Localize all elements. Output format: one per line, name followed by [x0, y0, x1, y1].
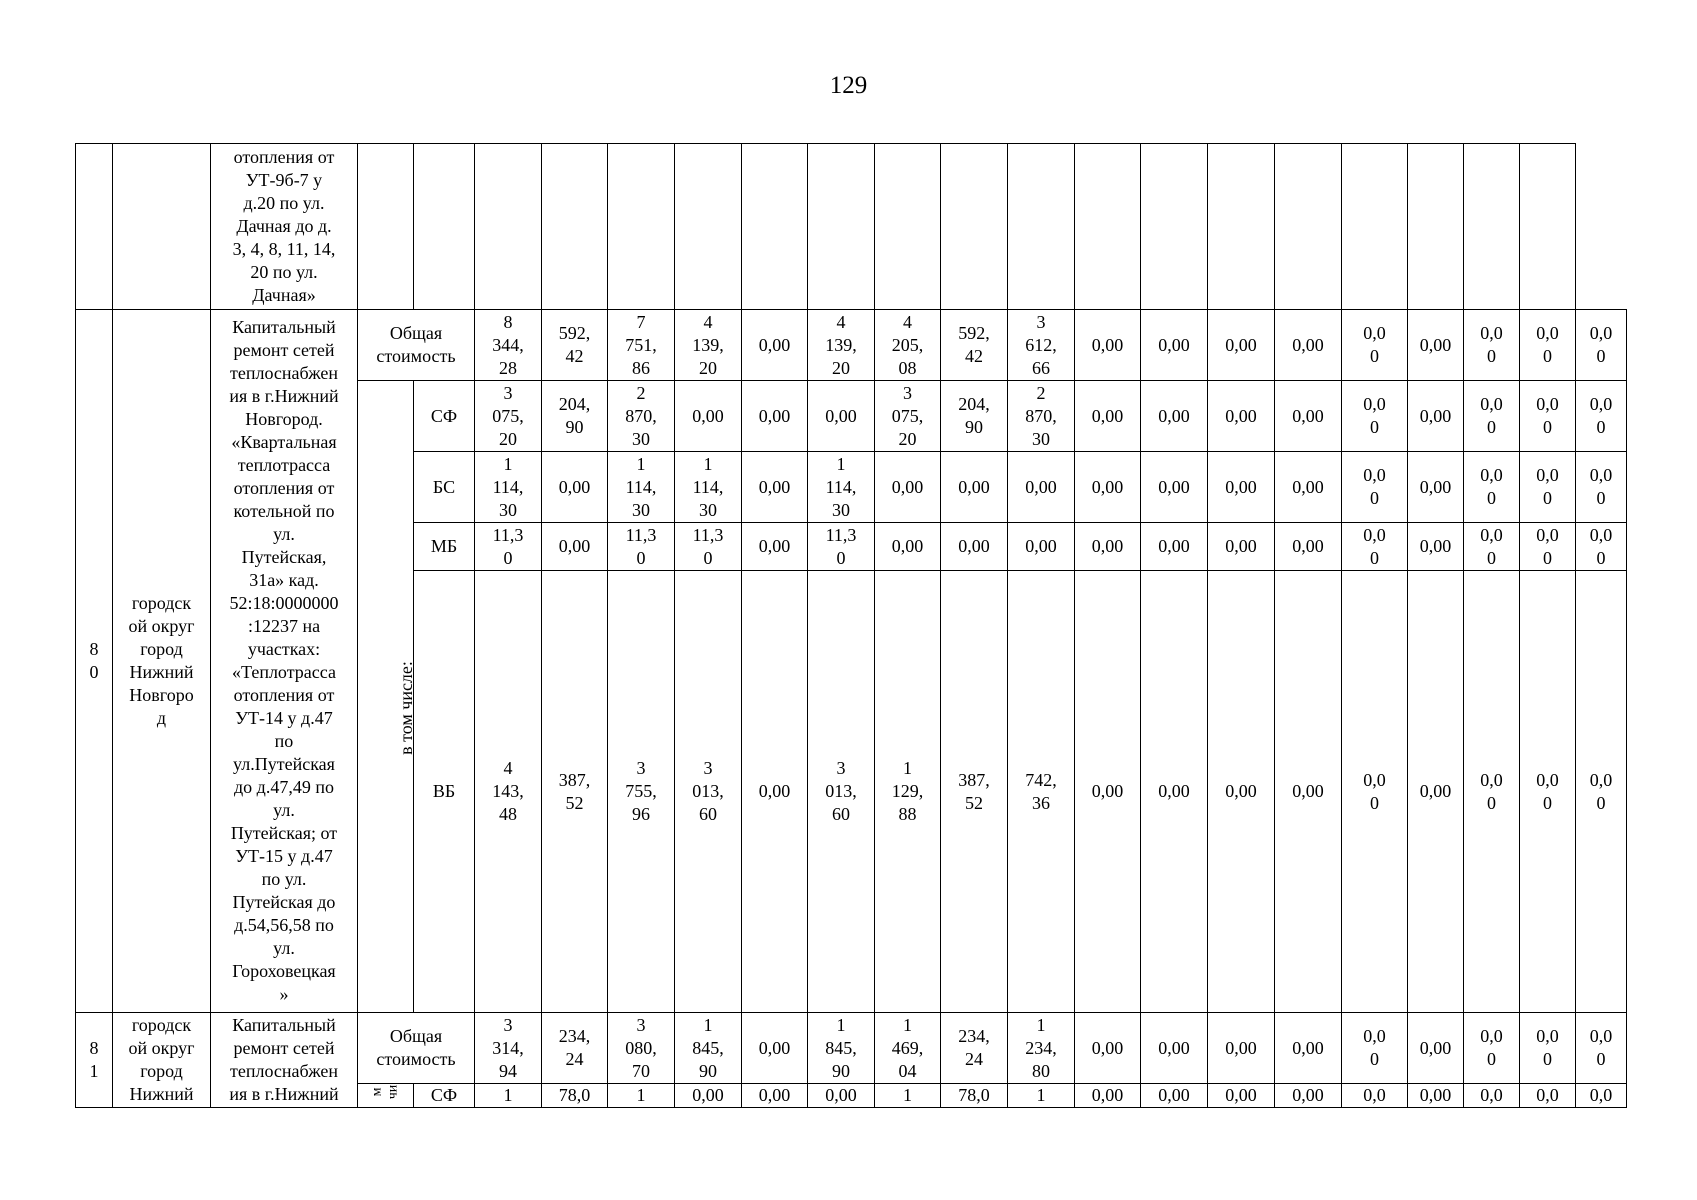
value-cell: 11,3 0	[608, 523, 675, 571]
value-cell: 8 344, 28	[475, 310, 542, 381]
source-label: СФ	[414, 381, 475, 452]
label-cell	[414, 144, 475, 310]
value-cell: 1	[608, 1084, 675, 1108]
value-cell: 0,0 0	[1576, 310, 1627, 381]
value-cell: 0,0 0	[1576, 523, 1627, 571]
value-cell: 78,0	[542, 1084, 608, 1108]
value-cell: 0,00	[1141, 523, 1208, 571]
value-cell: 0,00	[1275, 571, 1342, 1013]
including-label: в том числе:	[395, 660, 416, 755]
value-cell: 0,00	[1408, 381, 1464, 452]
value-cell: 204, 90	[941, 381, 1008, 452]
continuation-row	[76, 144, 1627, 310]
value-cell: 1 114, 30	[675, 452, 742, 523]
value-cell	[1520, 144, 1576, 310]
value-cell: 0,0 0	[1342, 310, 1408, 381]
including-label: м	[369, 1087, 385, 1097]
value-cell: 0,00	[875, 452, 941, 523]
value-cell: 78,0	[941, 1084, 1008, 1108]
value-cell: 1 114, 30	[808, 452, 875, 523]
value-cell: 1 845, 90	[808, 1013, 875, 1084]
value-cell: 0,0 0	[1520, 523, 1576, 571]
value-cell: 0,00	[1408, 452, 1464, 523]
row-number-cell: 8 1	[76, 1013, 113, 1108]
value-cell	[875, 144, 941, 310]
value-cell: 0,00	[1075, 381, 1141, 452]
value-cell: 0,00	[1208, 452, 1275, 523]
value-cell: 0,0 0	[1342, 381, 1408, 452]
value-cell: 204, 90	[542, 381, 608, 452]
value-cell: 1 114, 30	[475, 452, 542, 523]
value-cell: 1 469, 04	[875, 1013, 941, 1084]
source-label: МБ	[414, 523, 475, 571]
value-cell: 11,3 0	[675, 523, 742, 571]
value-cell	[1141, 144, 1208, 310]
value-cell: 4 205, 08	[875, 310, 941, 381]
value-cell	[542, 144, 608, 310]
value-cell	[608, 144, 675, 310]
value-cell: 2 870, 30	[608, 381, 675, 452]
value-cell: 0,00	[941, 523, 1008, 571]
value-cell: 3 013, 60	[675, 571, 742, 1013]
value-cell	[675, 144, 742, 310]
value-cell	[1208, 144, 1275, 310]
value-cell: 7 751, 86	[608, 310, 675, 381]
value-cell: 0,0 0	[1342, 523, 1408, 571]
value-cell: 0,0 0	[1464, 523, 1520, 571]
including-label-cell	[358, 381, 414, 1013]
value-cell: 0,00	[742, 1084, 808, 1108]
value-cell: 0,00	[808, 381, 875, 452]
value-cell: 0,00	[1208, 381, 1275, 452]
value-cell: 0,0 0	[1464, 1013, 1520, 1084]
value-cell: 0,0	[1576, 1084, 1627, 1108]
value-cell: 4 139, 20	[808, 310, 875, 381]
value-cell	[1408, 144, 1464, 310]
value-cell: 0,0 0	[1520, 571, 1576, 1013]
value-cell	[742, 144, 808, 310]
value-cell: 0,00	[1075, 571, 1141, 1013]
value-cell: 11,3 0	[475, 523, 542, 571]
value-cell: 0,00	[1208, 523, 1275, 571]
value-cell: 0,00	[1141, 571, 1208, 1013]
value-cell: 0,00	[1075, 1084, 1141, 1108]
page-number: 129	[829, 72, 868, 99]
value-cell: 592, 42	[941, 310, 1008, 381]
value-cell	[808, 144, 875, 310]
value-cell: 0,0 0	[1520, 381, 1576, 452]
value-cell: 3 075, 20	[475, 381, 542, 452]
value-cell: 0,00	[542, 523, 608, 571]
row-number-cell: 8 0	[76, 310, 113, 1013]
value-cell: 0,00	[1141, 1084, 1208, 1108]
value-cell: 0,00	[1408, 523, 1464, 571]
value-cell: 3 013, 60	[808, 571, 875, 1013]
total-cost-label: Общая стоимость	[358, 310, 475, 381]
value-cell: 3 314, 94	[475, 1013, 542, 1084]
value-cell: 0,0 0	[1342, 452, 1408, 523]
value-cell: 0,00	[1208, 310, 1275, 381]
value-cell: 0,00	[1141, 381, 1208, 452]
source-label: БС	[414, 452, 475, 523]
value-cell: 387, 52	[941, 571, 1008, 1013]
value-cell: 0,00	[1275, 310, 1342, 381]
value-cell	[1008, 144, 1075, 310]
value-cell: 0,00	[1075, 310, 1141, 381]
value-cell: 0,00	[1208, 571, 1275, 1013]
value-cell: 0,0 0	[1576, 452, 1627, 523]
value-cell	[1275, 144, 1342, 310]
value-cell: 0,0	[1342, 1084, 1408, 1108]
value-cell	[1342, 144, 1408, 310]
including-label: чи	[385, 1084, 401, 1100]
value-cell: 4 139, 20	[675, 310, 742, 381]
description-cell: Капитальный ремонт сетей теплоснабжен ия в г.Нижний Новгород. «Квартальная теплотрасса отопления от котельной по ул. Путейская, 31а» кад. 52:18:0000000 :12237 на участках: «Теплотрасса отопления от УТ-14 у д.47 по ул.Путейская до д.47,49 по ул. Путейская; от УТ-15 у д.47 по ул. Путейская до д.54,56,58 по ул. Гороховецкая »	[211, 310, 358, 1013]
value-cell: 742, 36	[1008, 571, 1075, 1013]
value-cell: 387, 52	[542, 571, 608, 1013]
value-cell: 0,0 0	[1464, 571, 1520, 1013]
value-cell: 0,00	[1075, 452, 1141, 523]
value-cell: 0,00	[1141, 310, 1208, 381]
including-label-cell	[358, 1084, 414, 1108]
value-cell: 0,0 0	[1464, 310, 1520, 381]
value-cell: 0,00	[1408, 310, 1464, 381]
value-cell: 0,00	[1408, 571, 1464, 1013]
value-cell: 0,00	[1075, 1013, 1141, 1084]
value-cell: 0,00	[742, 1013, 808, 1084]
value-cell: 3 755, 96	[608, 571, 675, 1013]
row-number-cell	[76, 144, 113, 310]
value-cell: 0,0 0	[1464, 381, 1520, 452]
value-cell: 0,00	[1408, 1084, 1464, 1108]
row-81-total	[76, 1013, 1627, 1084]
value-cell	[475, 144, 542, 310]
value-cell: 234, 24	[542, 1013, 608, 1084]
value-cell: 0,00	[941, 452, 1008, 523]
value-cell: 0,00	[675, 1084, 742, 1108]
value-cell: 0,00	[1008, 523, 1075, 571]
value-cell: 0,0	[1520, 1084, 1576, 1108]
value-cell: 234, 24	[941, 1013, 1008, 1084]
value-cell: 592, 42	[542, 310, 608, 381]
value-cell: 0,0 0	[1576, 571, 1627, 1013]
value-cell: 0,00	[542, 452, 608, 523]
value-cell: 0,0 0	[1520, 452, 1576, 523]
value-cell: 0,00	[1075, 523, 1141, 571]
value-cell: 11,3 0	[808, 523, 875, 571]
municipality-cell: городск ой округ город Нижний	[113, 1013, 211, 1108]
value-cell: 0,00	[742, 571, 808, 1013]
value-cell: 0,0 0	[1520, 1013, 1576, 1084]
financing-table	[75, 143, 1627, 1108]
value-cell: 0,00	[675, 381, 742, 452]
value-cell: 0,0 0	[1576, 1013, 1627, 1084]
value-cell: 0,0 0	[1342, 571, 1408, 1013]
value-cell: 0,00	[1275, 452, 1342, 523]
value-cell: 1 114, 30	[608, 452, 675, 523]
value-cell: 3 075, 20	[875, 381, 941, 452]
source-label: ВБ	[414, 571, 475, 1013]
value-cell: 0,0 0	[1576, 381, 1627, 452]
municipality-cell	[113, 144, 211, 310]
value-cell	[1075, 144, 1141, 310]
value-cell: 0,00	[808, 1084, 875, 1108]
value-cell: 2 870, 30	[1008, 381, 1075, 452]
value-cell: 4 143, 48	[475, 571, 542, 1013]
value-cell: 3 080, 70	[608, 1013, 675, 1084]
value-cell: 0,0 0	[1464, 452, 1520, 523]
value-cell: 0,00	[1275, 523, 1342, 571]
value-cell: 0,0 0	[1342, 1013, 1408, 1084]
value-cell: 0,0	[1464, 1084, 1520, 1108]
value-cell: 1 234, 80	[1008, 1013, 1075, 1084]
value-cell: 0,00	[875, 523, 941, 571]
value-cell	[1464, 144, 1520, 310]
value-cell: 0,00	[742, 381, 808, 452]
value-cell: 1	[475, 1084, 542, 1108]
description-cell: отопления от УТ-9б-7 у д.20 по ул. Дачная до д. 3, 4, 8, 11, 14, 20 по ул. Дачная»	[211, 144, 358, 310]
value-cell: 0,00	[1141, 452, 1208, 523]
row-80-total	[76, 310, 1627, 381]
value-cell: 1 845, 90	[675, 1013, 742, 1084]
value-cell: 0,00	[742, 523, 808, 571]
value-cell: 3 612, 66	[1008, 310, 1075, 381]
source-label: СФ	[414, 1084, 475, 1108]
value-cell: 0,00	[1141, 1013, 1208, 1084]
value-cell	[941, 144, 1008, 310]
value-cell: 0,00	[1408, 1013, 1464, 1084]
value-cell: 0,00	[1275, 1084, 1342, 1108]
value-cell: 0,00	[742, 452, 808, 523]
label-cell	[358, 144, 414, 310]
value-cell: 1	[875, 1084, 941, 1108]
value-cell: 0,00	[1275, 381, 1342, 452]
municipality-cell: городск ой округ город Нижний Новгоро д	[113, 310, 211, 1013]
value-cell: 0,00	[1008, 452, 1075, 523]
value-cell: 0,0 0	[1520, 310, 1576, 381]
description-cell: Капитальный ремонт сетей теплоснабжен ия в г.Нижний	[211, 1013, 358, 1108]
value-cell: 0,00	[1275, 1013, 1342, 1084]
value-cell: 0,00	[742, 310, 808, 381]
total-cost-label: Общая стоимость	[358, 1013, 475, 1084]
value-cell: 1	[1008, 1084, 1075, 1108]
value-cell: 1 129, 88	[875, 571, 941, 1013]
value-cell: 0,00	[1208, 1084, 1275, 1108]
value-cell: 0,00	[1208, 1013, 1275, 1084]
